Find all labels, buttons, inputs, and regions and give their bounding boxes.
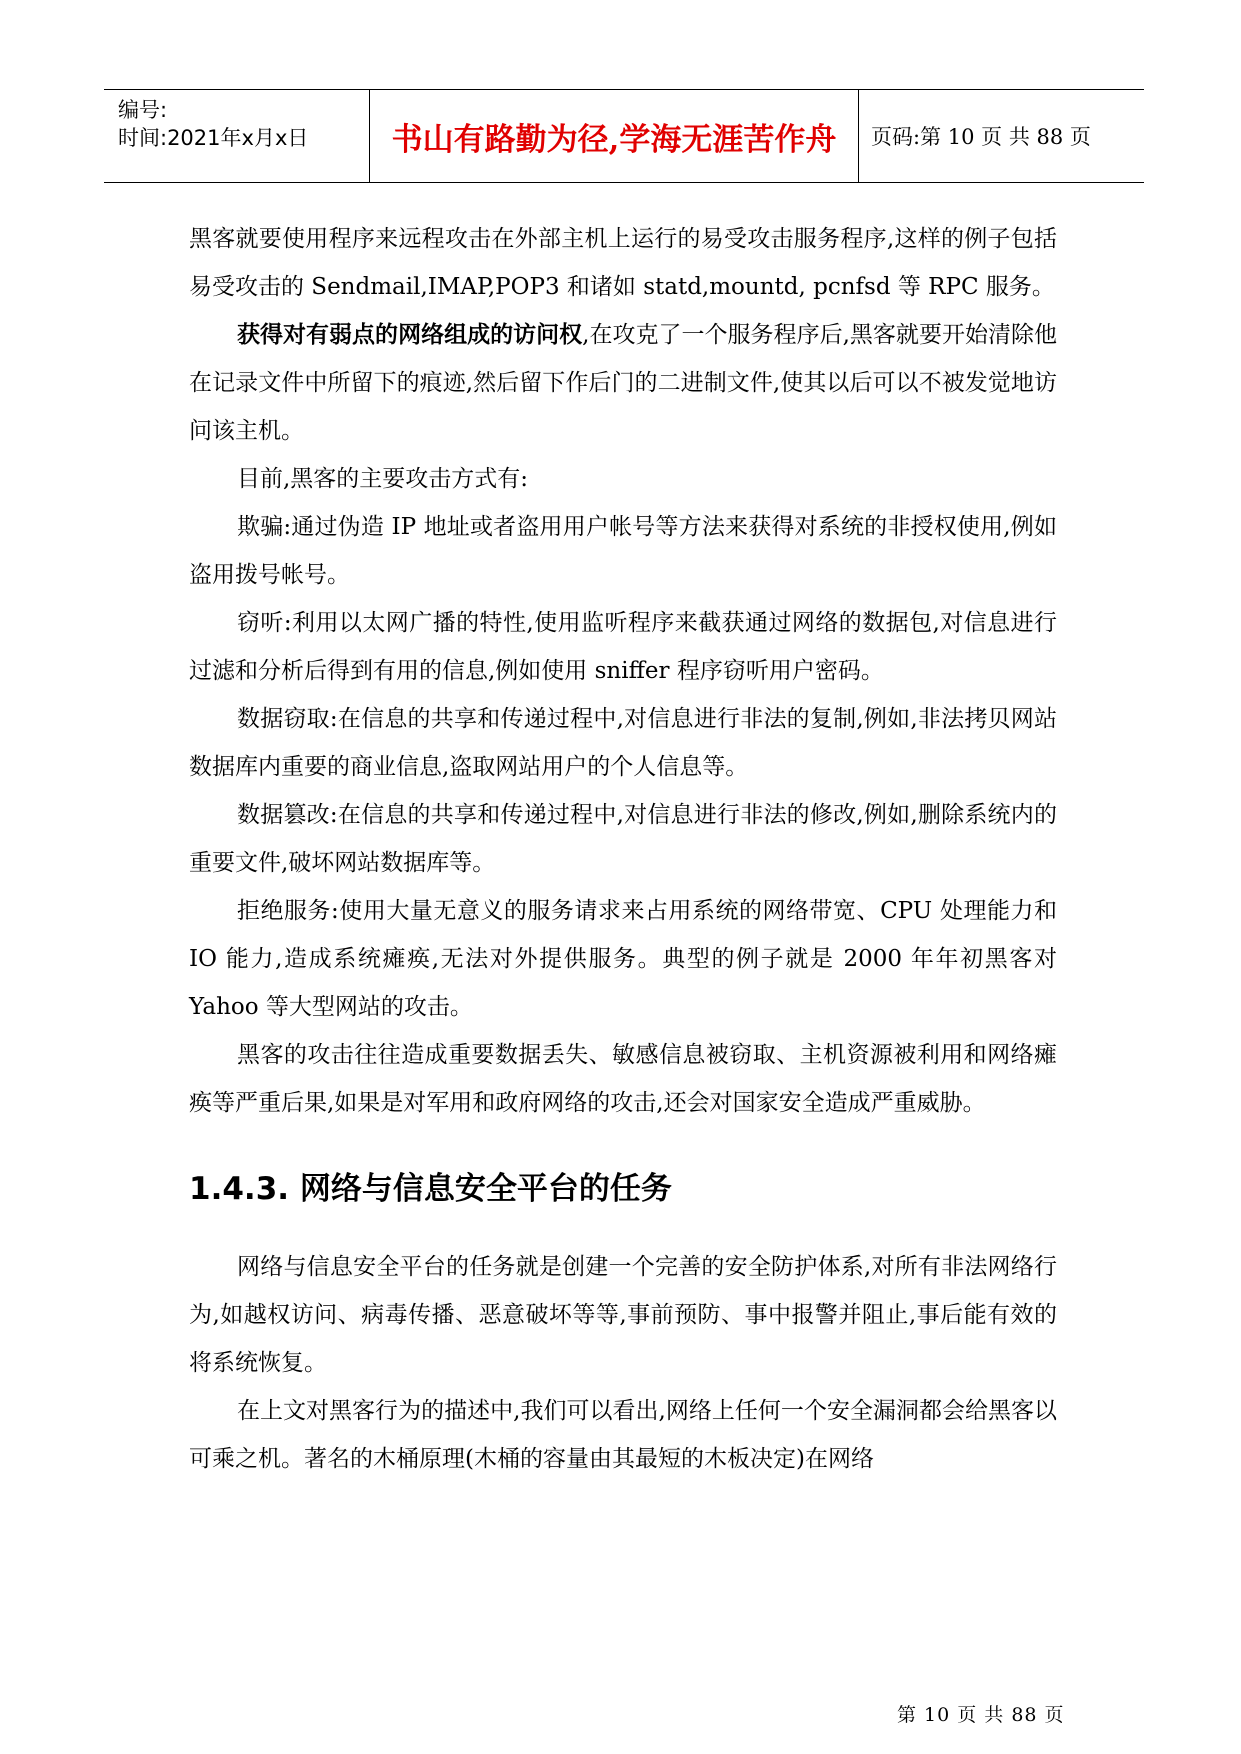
paragraph-11: 在上文对黑客行为的描述中,我们可以看出,网络上任何一个安全漏洞都会给黑客以可乘之机。著名的木桶原理(木桶的容量由其最短的木板决定)在网络 bbox=[189, 1398, 1057, 1472]
header-page-cell bbox=[859, 90, 1144, 182]
paragraph-8: 拒绝服务:使用大量无意义的服务请求来占用系统的网络带宽、CPU 处理能力和 IO 能力,造成系统瘫痪,无法对外提供服务。典型的例子就是 2000 年年初黑客对 Yahoo 等大型网站的攻击。 bbox=[189, 898, 1057, 1020]
document-number-label: 编号: bbox=[118, 98, 168, 122]
paragraph-9: 黑客的攻击往往造成重要数据丢失、敏感信息被窃取、主机资源被利用和网络瘫痪等严重后果,如果是对军用和政府网络的攻击,还会对国家安全造成严重威胁。 bbox=[189, 1042, 1057, 1116]
header-page-info: 页码:第 10 页 共 88 页 bbox=[871, 125, 1091, 149]
document-header bbox=[104, 89, 1144, 183]
paragraph-2 bbox=[189, 311, 1057, 455]
paragraph-5: 窃听:利用以太网广播的特性,使用监听程序来截获通过网络的数据包,对信息进行过滤和分析后得到有用的信息,例如使用 sniffer 程序窃听用户密码。 bbox=[189, 610, 1057, 684]
document-time-label: 时间:2021年x月x日 bbox=[118, 126, 309, 150]
paragraph-10: 网络与信息安全平台的任务就是创建一个完善的安全防护体系,对所有非法网络行为,如越权访问、病毒传播、恶意破坏等等,事前预防、事中报警并阻止,事后能有效的将系统恢复。 bbox=[189, 1254, 1057, 1376]
header-meta-cell bbox=[104, 90, 370, 182]
paragraph-6: 数据窃取:在信息的共享和传递过程中,对信息进行非法的复制,例如,非法拷贝网站数据库内重要的商业信息,盗取网站用户的个人信息等。 bbox=[189, 706, 1057, 780]
paragraph-7: 数据篡改:在信息的共享和传递过程中,对信息进行非法的修改,例如,删除系统内的重要文件,破坏网站数据库等。 bbox=[189, 802, 1057, 876]
paragraph-4: 欺骗:通过伪造 IP 地址或者盗用用户帐号等方法来获得对系统的非授权使用,例如盗用拨号帐号。 bbox=[189, 514, 1057, 588]
paragraph-2-bold-lead: 获得对有弱点的网络组成的访问权 bbox=[237, 321, 583, 348]
paragraph-3: 目前,黑客的主要攻击方式有: bbox=[237, 466, 529, 492]
section-heading: 1.4.3. 网络与信息安全平台的任务 bbox=[189, 1171, 672, 1207]
paragraph-2-text: ,在攻克了一个服务程序后,黑客就要开始清除他在记录文件中所留下的痕迹,然后留下作后门的二进制文件,使其以后可以不被发觉地访问该主机。 bbox=[189, 322, 1057, 444]
header-motto: 书山有路勤为径,学海无涯苦作舟 bbox=[391, 121, 837, 158]
paragraph-1: 黑客就要使用程序来远程攻击在外部主机上运行的易受攻击服务程序,这样的例子包括易受攻击的 Sendmail,IMAP,POP3 和诸如 statd,mountd, pcnfsd 等 RPC 服务。 bbox=[189, 226, 1057, 300]
document-body bbox=[189, 215, 1057, 1483]
header-motto-cell bbox=[370, 90, 859, 182]
page-footer: 第 10 页 共 88 页 bbox=[897, 1704, 1065, 1726]
